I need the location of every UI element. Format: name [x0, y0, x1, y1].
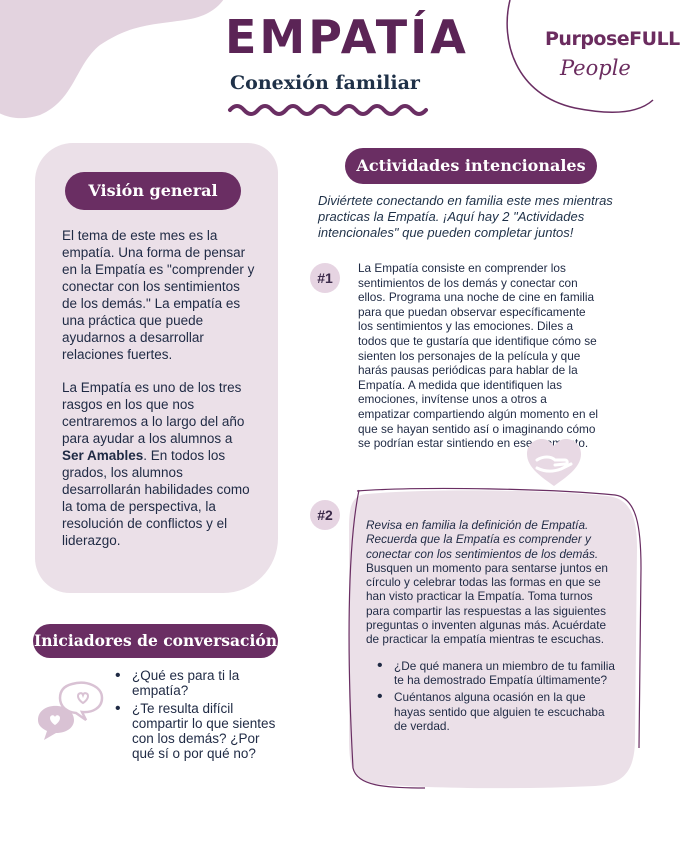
chat-bubbles-icon — [34, 680, 106, 742]
overview-paragraph-1: El tema de este mes es la empatía. Una forma de pensar en la Empatía es "comprender y conectar con los sentimientos de los demás." La empatía es una práctica que puede ayudarnos a desarrollar relaciones fuertes. — [62, 228, 255, 362]
conversation-questions — [112, 668, 277, 764]
activity-1-badge: #1 — [310, 263, 340, 293]
overview-heading: Visión general — [65, 172, 241, 210]
conversation-starters-heading: Iniciadores de conversación — [33, 624, 278, 658]
activities-intro: Diviértete conectando en familia este mes mientras practicas la Empatía. ¡Aquí hay 2 "Actividades intencionales" que pueden completar juntos! — [318, 193, 613, 240]
page-subtitle: Conexión familiar — [230, 72, 420, 94]
question-item: • ¿Qué es para ti la empatía? — [112, 668, 277, 698]
activity-2-definition: Revisa en familia la definición de Empatía. Recuerda que la Empatía es comprender y conectar con los sentimientos de los demás. — [366, 518, 599, 561]
overview-paragraph-2: La Empatía es uno de los tres rasgos en los que nos centraremos a lo largo del año para ayudar a los alumnos a Ser Amables. En todos los grados, los alumnos desarrollarán habilidades como la toma de perspectiva, la resolución de conflictos y el liderazgo. — [62, 380, 250, 548]
activity-2-text — [366, 518, 616, 736]
activity-2-badge: #2 — [310, 500, 340, 530]
overview-text — [62, 227, 257, 565]
wave-divider — [228, 100, 428, 120]
heart-hands-icon — [525, 438, 583, 488]
page-title: EMPATÍA — [225, 10, 469, 64]
activity-2-question: • Cuéntanos alguna ocasión en la que hayas sentido que alguien te escuchaba de verdad. — [374, 690, 616, 733]
activity-2-instructions: Busquen un momento para sentarse juntos en círculo y celebrar todas las formas en que se han visto practicar la Empatía. Toma turnos para compartir las respuestas a las siguientes preguntas o inventen algunas más. Acuérdate de practicar la empatía mientras te escuchas. — [366, 560, 608, 647]
decorative-blob — [0, 0, 235, 120]
logo-top-text: PurposeFULL — [545, 28, 680, 50]
activities-heading: Actividades intencionales — [345, 148, 597, 184]
logo-bottom-text: People — [560, 56, 631, 80]
activity-1-text: La Empatía consiste en comprender los sentimientos de los demás y conectar con ellos. Programa una noche de cine en familia para que puedan observar específicamente los sentimientos y las emociones. Diles a todos que te gustaría que identifique cómo se sienten los personajes de la película y que harás pausas periódicas para hablar de la Empatía. A medida que identifiquen las emociones, invítense unos a otros a empatizar compartiendo algún momento en el que se hayan sentido así o imaginando cómo se podrían estar sintiendo en ese momento. — [358, 261, 599, 451]
question-item: • ¿Te resulta difícil compartir lo que sientes con los demás? ¿Por qué sí o por qué no? — [112, 701, 277, 761]
activity-2-question: • ¿De qué manera un miembro de tu familia te ha demostrado Empatía últimamente? — [374, 659, 616, 688]
